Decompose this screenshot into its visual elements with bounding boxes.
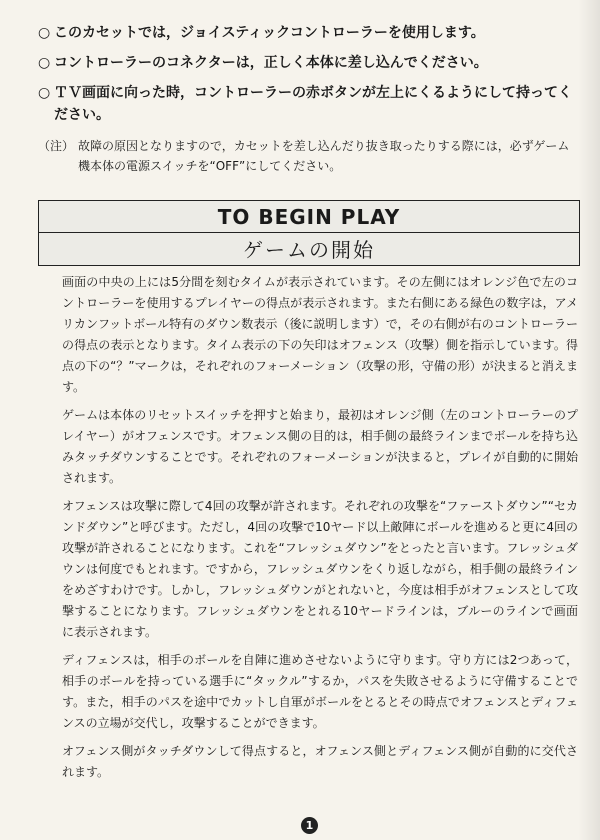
note-item xyxy=(38,22,578,44)
bullet-icon: ○ xyxy=(38,85,51,101)
caution-note xyxy=(38,136,578,176)
bullet-icon: ○ xyxy=(38,25,51,41)
paragraph: オフェンス側がタッチダウンして得点すると，オフェンス側とディフェンス側が自動的に交代されます。 xyxy=(62,744,578,779)
bullet-icon: ○ xyxy=(38,55,51,71)
body-text xyxy=(62,272,578,790)
note-text: ＴＶ画面に向った時，コントローラーの赤ボタンが左上にくるようにして持ってください。 xyxy=(54,85,572,123)
note-text: コントローラーのコネクターは，正しく本体に差し込んでください。 xyxy=(54,55,488,71)
note-item xyxy=(38,52,578,74)
paragraph: ディフェンスは，相手のボールを自陣に進めさせないように守ります。守り方には2つあって，相手のボールを持っている選手に“タックル”するか，パスを失敗させるように守備することです。また，相手のパスを途中でカットし自軍がボールをとるとその時点でオフェンスとディフェンスの立場が交代し，攻撃することができます。 xyxy=(62,653,578,730)
section-title-en: TO BEGIN PLAY xyxy=(39,201,579,233)
notes-list xyxy=(38,22,578,134)
note-text: このカセットでは，ジョイスティックコントローラーを使用します。 xyxy=(54,25,485,41)
paragraph: オフェンスは攻撃に際して4回の攻撃が許されます。それぞれの攻撃を“ファーストダウン”“セカンドダウン”と呼びます。ただし，4回の攻撃で10ヤード以上敵陣にボールを進めると更に4回の攻撃が許されることになります。これを“フレッシュダウン”をとったと言います。フレッシュダウンは何度でもとれます。ですから，フレッシュダウンをくり返しながら，相手側の最終ラインをめざすわけです。しかし，フレッシュダウンがとれないと，今度は相手がオフェンスとして攻撃することになります。フレッシュダウンをとれる10ヤードラインは，ブルーのラインで画面に表示されます。 xyxy=(62,499,578,639)
caution-text: 故障の原因となりますので，カセットを差し込んだり抜き取ったりする際には，必ずゲーム機本体の電源スイッチを“OFF”にしてください。 xyxy=(78,139,570,173)
note-item xyxy=(38,82,578,126)
caution-mark: （注） xyxy=(38,139,75,153)
page-number: 1 xyxy=(301,817,318,834)
section-title-ja: ゲームの開始 xyxy=(243,238,375,262)
section-header xyxy=(38,200,580,266)
page-spine-shadow xyxy=(578,0,600,840)
paragraph: ゲームは本体のリセットスイッチを押すと始まり，最初はオレンジ側（左のコントローラーのプレイヤー）がオフェンスです。オフェンス側の目的は，相手側の最終ラインまでボールを持ち込みタッチダウンすることです。それぞれのフォーメーションが決まると，プレイが自動的に開始されます。 xyxy=(62,408,578,485)
paragraph: 画面の中央の上には5分間を刻むタイムが表示されています。その左側にはオレンジ色で左のコントローラーを使用するプレイヤーの得点が表示されます。また右側にある緑色の数字は，アメリカンフットボール特有のダウン数表示（後に説明します）で，その右側が右のコントローラーの得点の表示となります。タイム表示の下の矢印はオフェンス（攻撃）側を指示しています。得点の下の“？”マークは，それぞれのフォーメーション（攻撃の形，守備の形）が決まると消えます。 xyxy=(62,275,578,394)
